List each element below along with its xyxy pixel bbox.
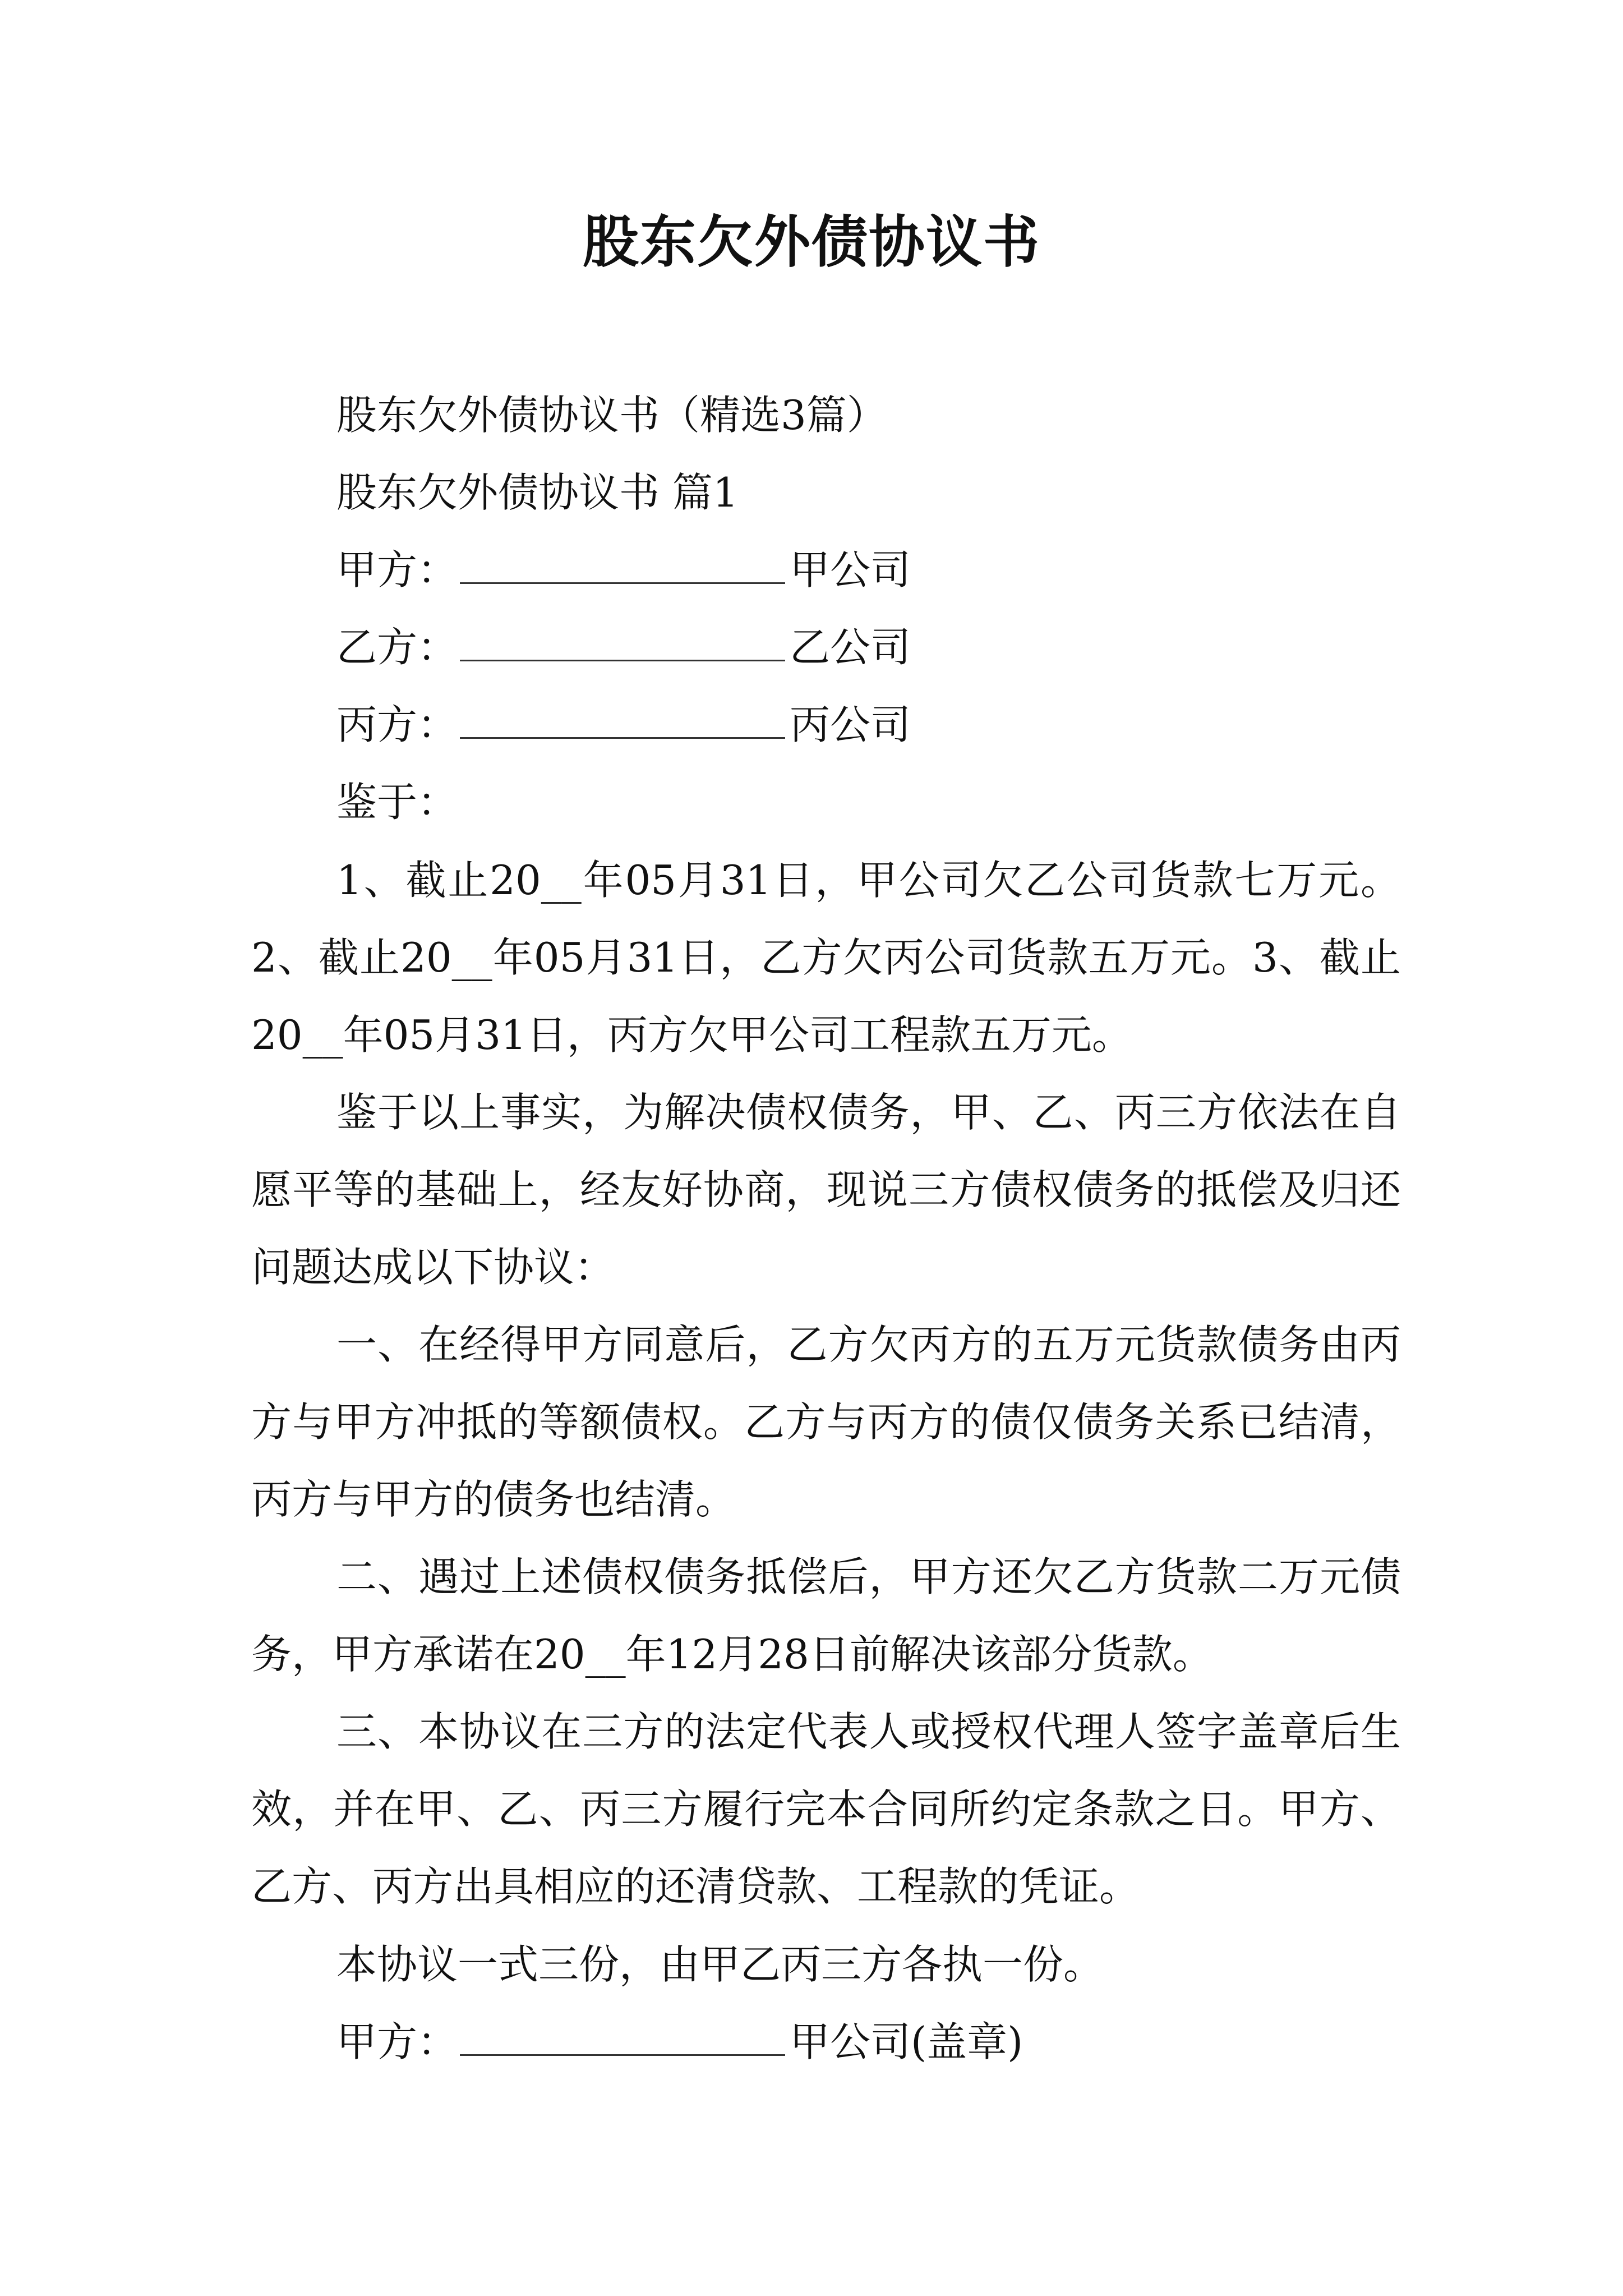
party-jia-name: 甲公司 bbox=[790, 546, 911, 593]
party-yi-line bbox=[251, 619, 1486, 675]
copies-statement: 本协议一式三份，由甲乙丙三方各执一份。 bbox=[336, 1941, 1104, 1988]
party-jia-label: 甲方： bbox=[336, 546, 458, 593]
chapter-heading: 股东欠外债协议书 篇1 bbox=[336, 469, 739, 516]
party-yi-blank bbox=[460, 620, 785, 661]
document-title: 股东欠外债协议书 bbox=[583, 209, 1040, 275]
party-bing-line bbox=[251, 697, 1486, 753]
paragraph-whereas: 鉴于以上事实，为解决债权债务，甲、乙、丙三方依法在自愿平等的基础上，经友好协商，现说三方债权债务的抵偿及归还问题达成以下协议： bbox=[251, 1089, 1401, 1291]
party-yi-name: 乙公司 bbox=[790, 624, 911, 671]
party-jia-line bbox=[251, 542, 1486, 598]
signature-line bbox=[251, 2014, 1486, 2070]
clause-three: 三、本协议在三方的法定代表人或授权代理人签字盖章后生效，并在甲、乙、丙三方履行完本合同所约定条款之日。甲方、乙方、丙方出具相应的还清贷款、工程款的凭证。 bbox=[251, 1708, 1401, 1910]
party-bing-blank bbox=[460, 698, 785, 739]
document-subtitle: 股东欠外债协议书（精选3篇） bbox=[336, 392, 887, 439]
clause-one: 一、在经得甲方同意后，乙方欠丙方的五万元货款债务由丙方与甲方冲抵的等额债权。乙方与丙方的债仅债务关系已结清，丙方与甲方的债务也结清。 bbox=[251, 1321, 1401, 1523]
party-jia-blank bbox=[460, 543, 785, 584]
signature-label: 甲方： bbox=[336, 2018, 458, 2065]
party-bing-label: 丙方： bbox=[336, 701, 458, 748]
signature-name: 甲公司(盖章) bbox=[790, 2018, 1023, 2065]
clause-two: 二、遇过上述债权债务抵偿后，甲方还欠乙方货款二万元债务，甲方承诺在20__年12月28日前解决该部分货款。 bbox=[251, 1553, 1401, 1678]
whereas-label: 鉴于： bbox=[336, 779, 458, 826]
party-bing-name: 丙公司 bbox=[790, 701, 911, 748]
signature-blank bbox=[460, 2015, 785, 2056]
paragraph-debts: 1、截止20__年05月31日，甲公司欠乙公司货款七万元。2、截止20__年05月31日，乙方欠丙公司货款五万元。3、截止20__年05月31日，丙方欠甲公司工程款五万元。 bbox=[251, 857, 1401, 1059]
party-yi-label: 乙方： bbox=[336, 624, 458, 671]
